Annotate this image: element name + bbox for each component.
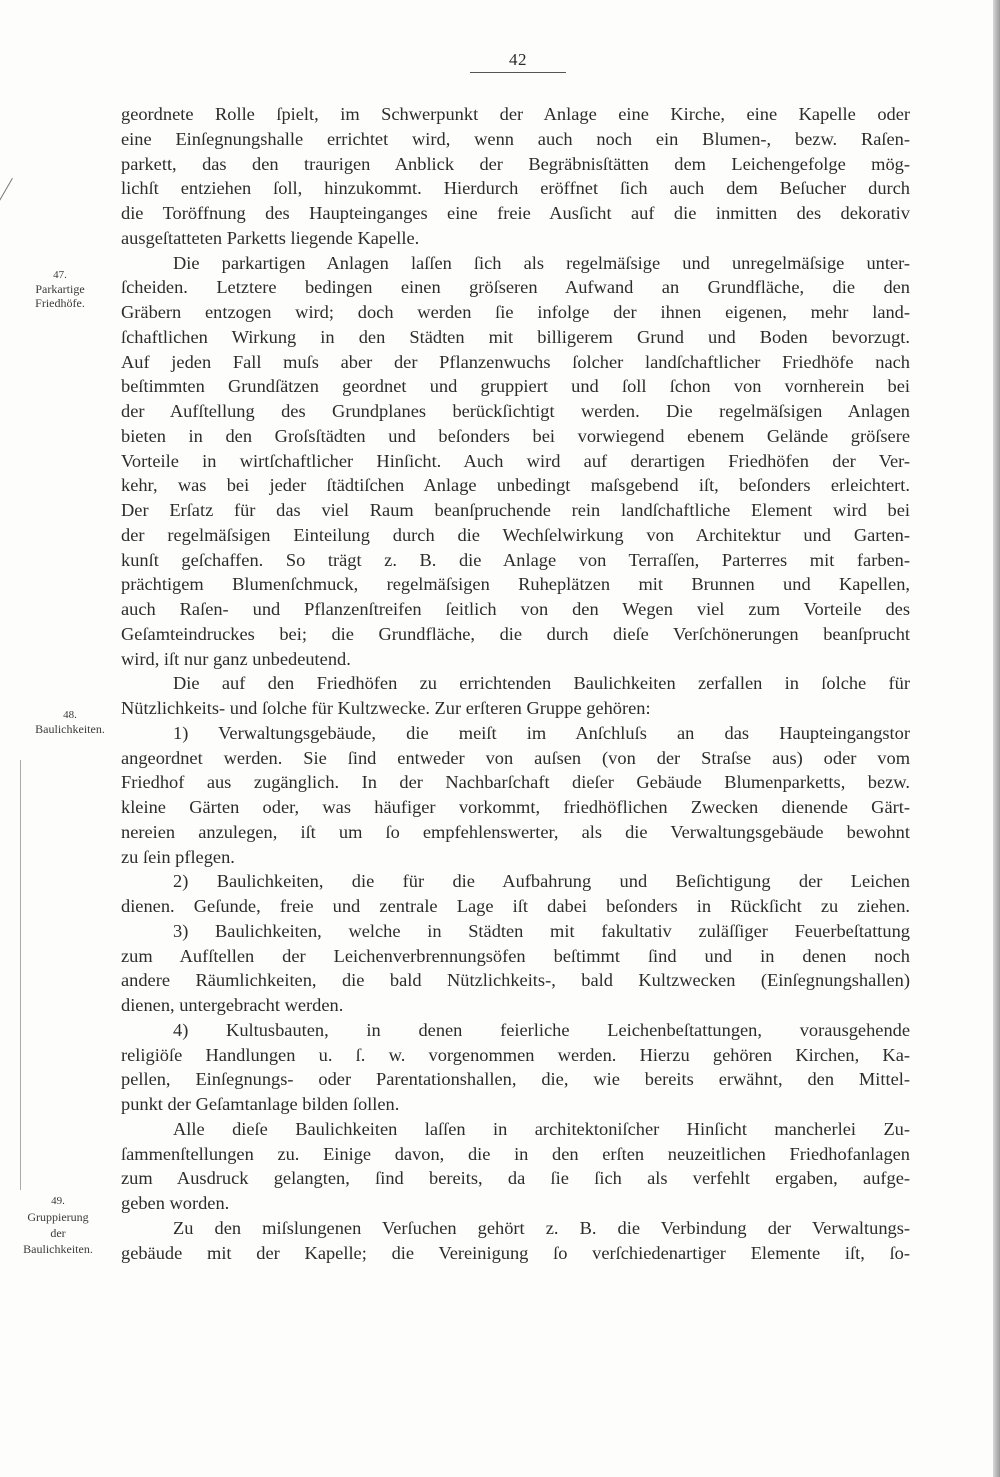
text-line: gebäude mit der Kapelle; die Vereinigung ſo verſchiedenartiger Elemente iſt, ſo- bbox=[121, 1242, 910, 1263]
main-text-column bbox=[121, 102, 910, 1265]
text-line: kunſt geſchaffen. So trägt z. B. die Anlage von Terraſſen, Parterres mit farben- bbox=[121, 549, 910, 570]
text-line: ausgeſtatteten Parketts liegende Kapelle. bbox=[121, 227, 420, 248]
page-edge-shadow bbox=[993, 0, 1000, 1477]
text-line: ſchaftlichen Wirkung in den Städten mit billigerem Grund und Boden bevorzugt. bbox=[121, 326, 910, 347]
margin-note-label: der bbox=[50, 1226, 66, 1240]
margin-note-49 bbox=[8, 1193, 108, 1257]
margin-note-48 bbox=[20, 708, 120, 736]
text-line: zum Aufſtellen der Leichenverbrennungsöfen beſtimmt ſind und in denen noch bbox=[121, 945, 910, 966]
text-line: der regelmäſsigen Einteilung durch die Wechſelwirkung von Architektur und Garten- bbox=[121, 524, 910, 545]
text-line: andere Räumlichkeiten, die bald Nützlichkeits-, bald Kultzwecken (Einſegnungshallen) bbox=[121, 970, 910, 991]
text-line: wird, iſt nur ganz unbedeutend. bbox=[121, 648, 351, 669]
text-line: prächtigem Blumenſchmuck, regelmäſsigen Ruheplätzen mit Brunnen und Kapellen, bbox=[121, 574, 910, 595]
margin-pencil-mark bbox=[0, 178, 13, 248]
text-line: kehr, was bei jeder ſtädtiſchen Anlage unbedingt maſsgebend iſt, beſonders erleichtert. bbox=[121, 475, 910, 496]
margin-note-label: Parkartige bbox=[35, 282, 85, 296]
margin-note-label: Gruppierung bbox=[27, 1210, 89, 1224]
text-line: Gräbern entzogen wird; doch werden ſie infolge der ihnen eigenen, mehr land- bbox=[121, 302, 910, 322]
text-line: lichſt entziehen ſoll, hinzukommt. Hierdurch eröffnet ſich auch dem Beſucher durch bbox=[121, 178, 910, 199]
text-line: der Aufſtellung des Grundplanes berückſichtigt werden. Die regelmäſsigen Anlagen bbox=[121, 401, 910, 421]
text-line: angeordnet werden. Sie ſind entweder von auſsen (von der Straſse aus) oder vom bbox=[121, 747, 910, 768]
text-line: dienen. Geſunde, freie und zentrale Lage iſt dabei beſonders in Rückſicht zu ziehen. bbox=[121, 896, 910, 916]
margin-note-label: Baulichkeiten. bbox=[23, 1242, 93, 1256]
text-line: die Toröffnung des Haupteinganges eine freie Ausſicht auf die inmitten des dekorativ bbox=[121, 203, 910, 223]
text-line: Auf jeden Fall muſs aber der Pflanzenwuchs ſolcher landſchaftlicher Friedhöfe nach bbox=[121, 351, 910, 372]
margin-note-number: 48. bbox=[63, 709, 77, 721]
margin-note-number: 49. bbox=[51, 1195, 65, 1207]
text-line: Die auf den Friedhöfen zu errichtenden Baulichkeiten zerfallen in ſolche für bbox=[173, 673, 910, 694]
text-line: Friedhof aus zugänglich. In der Nachbarſchaft dieſer Gebäude Blumenparketts, bezw. bbox=[121, 772, 910, 793]
page-number: 42 bbox=[509, 50, 527, 69]
text-line: Die parkartigen Anlagen laſſen ſich als regelmäſsige und unregelmäſsige unter- bbox=[173, 252, 910, 273]
margin-note-label: Baulichkeiten. bbox=[35, 722, 105, 736]
text-line: punkt der Geſamtanlage bilden ſollen. bbox=[121, 1094, 400, 1114]
text-line: Der Erſatz für das viel Raum beanſpruchende rein landſchaftliche Element wird bei bbox=[121, 500, 910, 520]
list-item-line: 4) Kultusbauten, in denen feierliche Leichenbeſtattungen, vorausgehende bbox=[173, 1019, 910, 1040]
text-line: ſammenſtellungen zu. Einige davon, die in den erſten neuzeitlichen Friedhofanlagen bbox=[121, 1143, 910, 1164]
margin-note-label: Friedhöfe. bbox=[35, 296, 85, 310]
text-line: nereien anzulegen, iſt um ſo empfehlenswerter, als die Verwaltungsgebäude bewohnt bbox=[121, 821, 910, 842]
text-line: auch Raſen- und Pflanzenſtreifen ſeitlich von den Wegen viel zum Vorteile des bbox=[121, 599, 910, 619]
text-line: pellen, Einſegnungs- oder Parentationshallen, die, wie bereits erwähnt, den Mittel- bbox=[121, 1069, 910, 1090]
list-item-line: 1) Verwaltungsgebäude, die meiſt im Anſchluſs an das Haupteingangstor bbox=[173, 722, 910, 743]
list-item-line: 2) Baulichkeiten, die für die Aufbahrung und Beſichtigung der Leichen bbox=[173, 871, 910, 892]
text-line: Vorteile in wirtſchaftlicher Hinſicht. Auch wird auf derartigen Friedhöfen der Ver- bbox=[121, 450, 910, 471]
text-line: zu ſein pflegen. bbox=[121, 846, 235, 867]
margin-note-47 bbox=[10, 268, 110, 310]
text-line: Alle dieſe Baulichkeiten laſſen in architektoniſcher Hinſicht mancherlei Zu- bbox=[173, 1118, 910, 1139]
header-rule bbox=[470, 72, 566, 73]
text-line: Zu den miſslungenen Verſuchen gehört z. B. die Verbindung der Verwaltungs- bbox=[173, 1217, 910, 1238]
text-line: religiöſe Handlungen u. ſ. w. vorgenommen werden. Hierzu gehören Kirchen, Ka- bbox=[121, 1044, 910, 1065]
list-item-line: 3) Baulichkeiten, welche in Städten mit fakultativ zuläſſiger Feuerbeſtattung bbox=[173, 920, 910, 941]
text-line: dienen, untergebracht werden. bbox=[121, 995, 344, 1015]
text-line: zum Ausdruck gelangten, ſind bereits, da ſie ſich als verfehlt ergaben, aufge- bbox=[121, 1168, 910, 1189]
text-line: bieten in den Groſsſtädten und beſonders bei vorwiegend ebenem Gelände gröſsere bbox=[121, 425, 910, 446]
text-line: geordnete Rolle ſpielt, im Schwerpunkt der Anlage eine Kirche, eine Kapelle oder bbox=[121, 104, 910, 124]
margin-note-number: 47. bbox=[53, 269, 67, 281]
text-line: kleine Gärten oder, was häufiger vorkommt, friedhöflichen Zwecken dienende Gärt- bbox=[121, 797, 910, 817]
text-line: ſcheiden. Letztere bedingen einen gröſseren Aufwand an Grundfläche, die den bbox=[121, 277, 910, 298]
margin-rule bbox=[20, 760, 21, 1190]
text-line: Nützlichkeits- und ſolche für Kultzwecke. Zur erſteren Gruppe gehören: bbox=[121, 698, 651, 718]
text-line: beſtimmten Grundſätzen geordnet und gruppiert und ſoll ſchon von vornherein bei bbox=[121, 376, 910, 397]
text-line: parkett, das den traurigen Anblick der Begräbnisſtätten dem Leichengefolge mög- bbox=[121, 153, 910, 174]
text-line: Geſamteindruckes bei; die Grundfläche, die durch dieſe Verſchönerungen beanſprucht bbox=[121, 623, 910, 644]
text-line: eine Einſegnungshalle errichtet wird, wenn auch noch ein Blumen-, bezw. Raſen- bbox=[121, 128, 910, 149]
text-line: geben worden. bbox=[121, 1193, 230, 1213]
